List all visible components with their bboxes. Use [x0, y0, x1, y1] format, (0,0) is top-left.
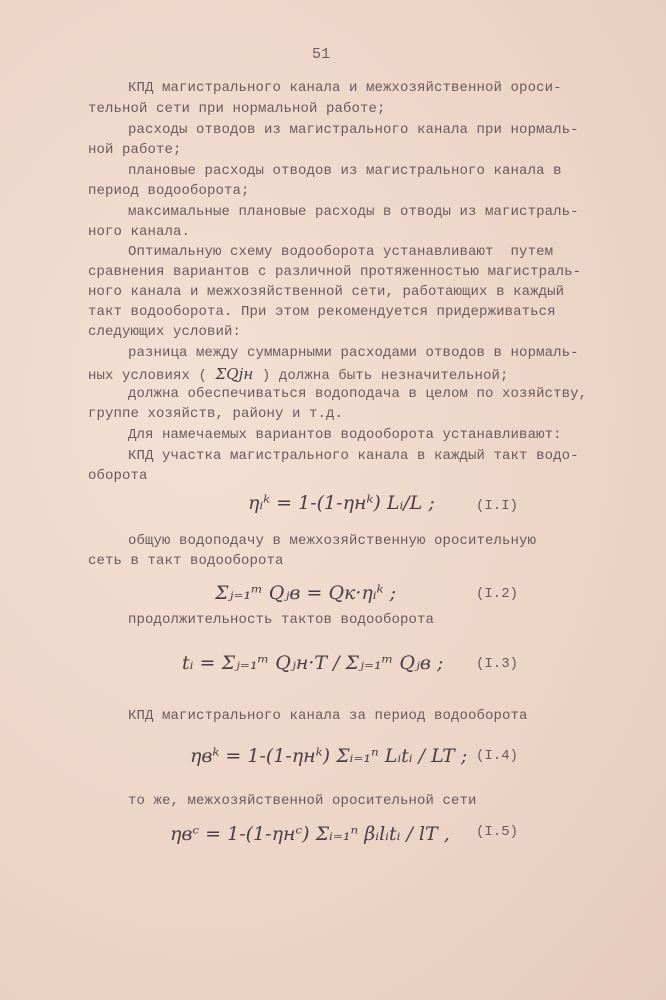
text-line: продолжительность тактов водооборота [128, 612, 435, 628]
formula-1-1: ηᵢᵏ = 1-(1-ηнᵏ) Lᵢ/L ; [248, 492, 435, 514]
formula-1-3: tᵢ = Σⱼ₌₁ᵐ Qⱼн·T / Σⱼ₌₁ᵐ Qⱼв ; [182, 652, 444, 674]
formula-number: (I.3) [476, 656, 519, 672]
text-line: КПД магистрального канала и межхозяйственной ороси- [128, 80, 562, 96]
formula-1-4: ηвᵏ = 1-(1-ηнᵏ) Σᵢ₌₁ⁿ Lᵢtᵢ / LT ; [190, 745, 468, 767]
text-line: должна обеспечиваться водоподача в целом по хозяйству, [128, 386, 588, 402]
formula-number: (I.5) [476, 824, 519, 840]
text-line: общую водоподачу в межхозяйственную оросительную [128, 533, 537, 549]
formula-1-5: ηвᶜ = 1-(1-ηнᶜ) Σᵢ₌₁ⁿ βᵢlᵢtᵢ / lT , [170, 823, 450, 845]
text-line: то же, межхозяйственной оросительной сети [128, 793, 477, 809]
text-line: сеть в такт водооборота [88, 553, 284, 569]
text-line: Для намечаемых вариантов водооборота устанавливают: [128, 427, 562, 443]
text-line: такт водооборота. При этом рекомендуется придерживаться [88, 304, 556, 320]
text-line: ной работе; [88, 142, 182, 158]
text-line: тельной сети при нормальной работе; [88, 101, 386, 117]
formula-number: (I.4) [476, 748, 519, 764]
text-line: следующих условий: [88, 324, 242, 340]
text-fragment: ) должна быть незначительной; [261, 368, 509, 384]
inline-formula: ΣQjн [215, 365, 254, 383]
text-line: ного канала и межхозяйственной сети, работающих в каждый [88, 284, 565, 300]
formula-number: (I.I) [476, 498, 519, 514]
text-line: сравнения вариантов с различной протяженностью магистраль- [88, 264, 582, 280]
text-line: КПД участка магистрального канала в каждый такт водо- [128, 448, 579, 464]
text-line: максимальные плановые расходы в отводы из магистраль- [128, 204, 579, 220]
text-line: разница между суммарными расходами отводов в нормаль- [128, 345, 579, 361]
text-line: группе хозяйств, району и т.д. [88, 406, 344, 422]
text-line: КПД магистрального канала за период водооборота [128, 708, 528, 724]
text-line: период водооборота; [88, 183, 250, 199]
formula-number: (I.2) [476, 586, 519, 602]
text-line: ного канала. [88, 224, 191, 240]
text-line: плановые расходы отводов из магистрального канала в [128, 163, 562, 179]
page-number: 51 [312, 46, 331, 63]
text-line: расходы отводов из магистрального канала при нормаль- [128, 122, 579, 138]
formula-1-2: Σⱼ₌₁ᵐ Qⱼв = Qк·ηᵢᵏ ; [215, 582, 396, 604]
text-line: оборота [88, 468, 148, 484]
text-line: Оптимальную схему водооборота устанавливают путем [128, 244, 554, 260]
text-line [88, 365, 508, 384]
text-fragment: ных условиях ( [88, 368, 208, 384]
